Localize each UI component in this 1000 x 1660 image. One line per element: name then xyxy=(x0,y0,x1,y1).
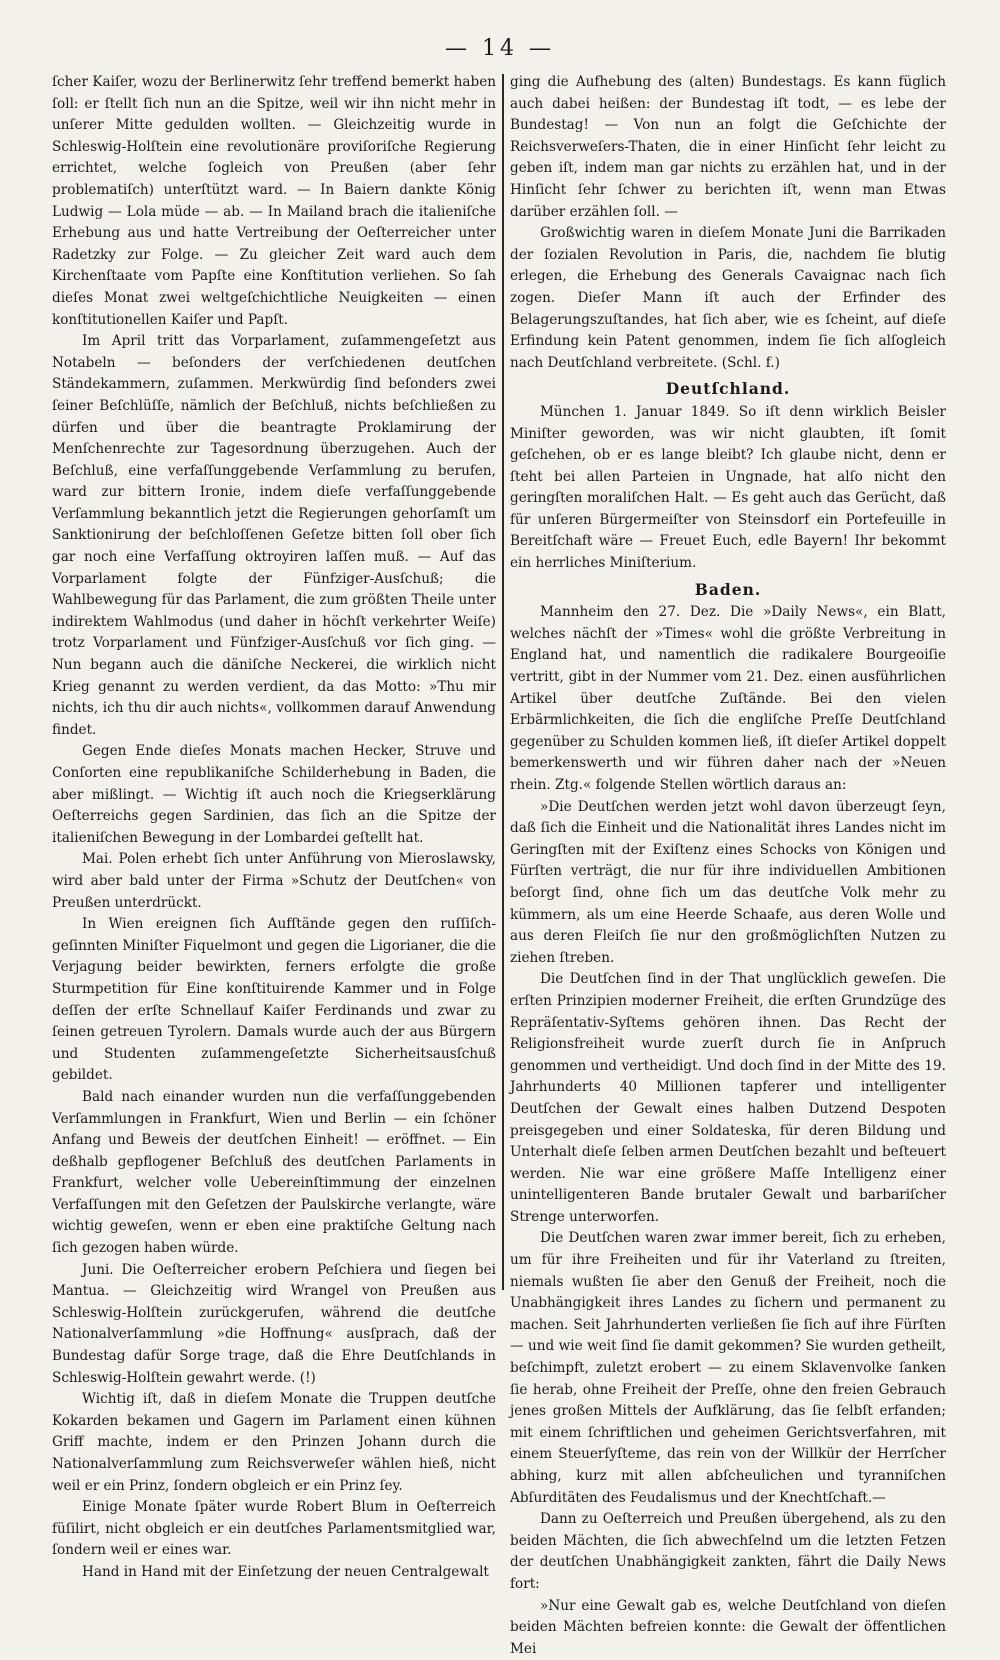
paragraph: Wichtig iſt, daß in dieſem Monate die Truppen deutſche Kokarden bekamen und Gagern im Parlament einen kühnen Griff machte, indem er den Prinzen Johann durch die Nationalverſammlung zum Reichsverweſer wählen hieß, nicht weil er ein Prinz, ſondern obgleich er ein Prinz ſey. xyxy=(52,1391,496,1494)
paragraph: Die Deutſchen waren zwar immer bereit, ſich zu erheben, um für ihre Freiheiten und für ihr Vaterland zu ſtreiten, niemals wußten ſie aber den Genuß der Freiheit, noch die Unabhängigkeit ihres Landes zu ſichern und permanent zu machen. Seit Jahrhunderten verließen ſie ſich auf ihre Fürſten — und wie weit ſind ſie damit gekommen? Sie wurden getheilt, beſchimpft, zuletzt erobert — zu einem Sklavenvolke ſanken ſie herab, ohne Freiheit der Preſſe, ohne den freien Gebrauch jenes großen Mittels der Aufklärung, das ſie ſelbſt erfanden; mit einem ſchriftlichen und geheimen Gerichtsverfahren, mit einem Steuerſyſteme, das rein von der Willkür der Herrſcher abhing, kurz mit allen abſcheulichen und tyranniſchen Abſurditäten des Feudalismus und der Knechtſchaft.— xyxy=(510,1230,946,1506)
paragraph: In Wien ereignen ſich Aufſtände gegen den ruſſiſch-geſinnten Miniſter Fiquelmont und gegen die Ligorianer, die die Verjagung beider bewirkten, ferners erfolgte die große Sturmpetition für Eine konſtituirende Kammer und in Folge deſſen der erſte Schnellauf Kaiſer Ferdinands und zwar zu ſeinen getreuen Tyrolern. Damals wurde auch der aus Bürgern und Studenten zuſammengeſetzte Sicherheitsausſchuß gebildet. xyxy=(52,916,496,1084)
paragraph: Hand in Hand mit der Einſetzung der neuen Centralgewalt xyxy=(82,1563,489,1580)
paragraph: Die Deutſchen ſind in der That unglücklich geweſen. Die erſten Prinzipien moderner Freiheit, die erſten Grundzüge des Repräſentativ-Syſtems gehören ihnen. Das Recht der Religionsfreiheit wurde zuerſt durch ſie in Anſpruch genommen und vertheidigt. Und doch ſind in der Mitte des 19. Jahrhunderts 40 Millionen tapferer und intelligenter Deutſchen der Gewalt eines halben Dutzend Despoten preisgegeben und einer Soldateska, für deren Bildung und Unterhalt dieſe ſelben armen Deutſchen bezahlt und beſteuert werden. Nie war eine größere Maſſe Intelligenz einer unintelligenteren Bande brutaler Gewalt und barbariſcher Strenge unterworfen. xyxy=(510,971,946,1225)
paragraph: Mannheim den 27. Dez. Die »Daily News«, ein Blatt, welches nächſt der »Times« wohl die größte Verbreitung in England hat, und namentlich die radikalere Bourgeoiſie vertritt, gibt in der Nummer vom 21. Dez. einen ausführlichen Artikel über deutſche Zuſtände. Bei den vielen Erbärmlichkeiten, die ſich die engliſche Preſſe Deutſchland gegenüber zu Schulden kommen ließ, iſt dieſer Artikel doppelt bemerkenswerth und wir führen daher nach der »Neuen rhein. Ztg.« folgende Stellen wörtlich daraus an: xyxy=(510,604,946,793)
column-divider xyxy=(502,74,504,1290)
right-column xyxy=(510,72,946,1660)
paragraph: Juni. Die Oeſterreicher erobern Peſchiera und ſiegen bei Mantua. — Gleichzeitig wird Wrangel von Preußen aus Schleswig-Holſtein zurückgerufen, während die deutſche Nationalverſammlung »die Hoffnung« ausſprach, daß der Bundestag dafür Sorge trage, daß die Ehre Deutſchlands in Schleswig-Holſtein gewahrt werde. (!) xyxy=(52,1261,496,1386)
left-column xyxy=(52,72,496,1584)
paragraph: Großwichtig waren in dieſem Monate Juni die Barrikaden der ſozialen Revolution in Paris, die, nachdem ſie blutig erlegen, die Erhebung des Generals Cavaignac nach ſich zogen. Dieſer Mann iſt auch der Erfinder des Belagerungszuſtandes, hat ſich aber, wie es ſcheint, auf dieſe Erfindung kein Patent genommen, indem ſie ſich alſogleich nach Deutſchland verbreitete. (Schl. f.) xyxy=(510,225,946,371)
paragraph: Im April tritt das Vorparlament, zuſammengeſetzt aus Notabeln — beſonders der verſchiedenen deutſchen Ständekammern, zuſammen. Merkwürdig ſind beſonders zwei ſeiner Beſchlüſſe, nämlich der Beſchluß, nichts beſchließen zu dürfen und über die beantragte Proklamirung der Menſchenrechte zur Tagesordnung überzugehen. Auch der Beſchluß, eine verfaſſunggebende Verſammlung zu berufen, ward zur bittern Ironie, indem dieſe verfaſſunggebende Verſammlung bekanntlich jetzt die Regierungen gehorſamſt um Sanktionirung der beſchloſſenen Geſetze bitten ſoll ober ſich gar noch eine Verfaſſung oktroyiren laſſen muß. — Auf das Vorparlament folgte der Fünfziger-Ausſchuß; die Wahlbewegung für das Parlament, die zum größten Theile unter indirektem Wahlmodus (und daher in höchſt verkehrter Weiſe) trotz Vorparlament und Fünfziger-Ausſchuß vor ſich ging. — Nun begann auch die däniſche Neckerei, die wirklich nicht Krieg genannt zu werden verdient, da das Motto: »Thu mir nichts, ich thu dir auch nichts«, vollkommen darauf Anwendung findet. xyxy=(52,333,496,738)
right-column-deutschland xyxy=(510,402,946,575)
paragraph: Bald nach einander wurden nun die verfaſſunggebenden Verſammlungen in Frankfurt, Wien und Berlin — ein ſchöner Anfang und Beweis der deutſchen Einheit! — eröffnet. — Ein deßhalb gepflogener Beſchluß des deutſchen Parlaments in Frankfurt, welcher volle Uebereinſtimmung der einzelnen Verfaſſungen mit den Geſetzen der Paulskirche verlangte, wäre wichtig geweſen, wenn er eben eine praktiſche Geltung nach ſich gezogen haben würde. xyxy=(52,1088,496,1257)
paragraph: »Die Deutſchen werden jetzt wohl davon überzeugt ſeyn, daß ſich die Einheit und die Nationalität ihres Landes nicht im Geringſten mit der Exiſtenz eines Schocks von Königen und Fürſten verträgt, die nur für ihre individuellen Ambitionen beſorgt ſind, ohne ſich um das deutſche Volk mehr zu kümmern, als um eine Heerde Schaafe, aus deren Wolle und aus deren Fleiſch ſie nur den großmöglichſten Nutzen zu ziehen ſtreben. xyxy=(510,798,946,966)
paragraph: München 1. Januar 1849. So iſt denn wirklich Beisler Miniſter geworden, was wir nicht glaubten, iſt ſomit geſchehen, ob er es lange bleibt? Ich glaube nicht, denn er ſteht bei allen Parteien in Ungnade, hat alſo nicht den geringſten moraliſchen Halt. — Es geht auch das Gerücht, daß für unſeren Bürgermeiſter von Steinsdorf ein Portefeuille in Bereitſchaft wäre — Freuet Euch, edle Bayern! Ihr bekommt ein herrliches Miniſterium. xyxy=(510,403,946,572)
paragraph: Einige Monate ſpäter wurde Robert Blum in Oeſterreich füſilirt, nicht obgleich er ein deutſches Parlamentsmitglied war, ſondern weil er eines war. xyxy=(52,1499,496,1559)
paragraph: »Nur eine Gewalt gab es, welche Deutſchland von dieſen beiden Mächten befreien konnte: die Gewalt der öffentlichen Mei xyxy=(510,1597,946,1657)
section-heading-deutschland: Deutſchland. xyxy=(665,379,791,399)
paragraph: ſcher Kaiſer, wozu der Berlinerwitz ſehr treffend bemerkt haben ſoll: er ſtellt ſich nun an die Spitze, weil wir ihn nicht mehr in unſerer Mitte gedulden wollten. — Gleichzeitig wurde in Schleswig-Holſtein eine revolutionäre proviſoriſche Regierung errichtet, welche ſogleich von Preußen (aber ſehr problematiſch) unterſtützt ward. — In Baiern dankte König Ludwig — Lola müde — ab. — In Mailand brach die italieniſche Erhebung aus und hatte Vertreibung der Oeſterreicher unter Radetzky zur Folge. — Zu gleicher Zeit ward auch dem Kirchenſtaate vom Papſte eine Konſtitution verliehen. So ſah dieſes Monat zwei weltgeſchichtliche Neuigkeiten — einen konſtitutionellen Kaiſer und Papſt. xyxy=(52,74,496,328)
paragraph: ging die Aufhebung des (alten) Bundestags. Es kann füglich auch dabei heißen: der Bundestag iſt todt, — es lebe der Bundestag! — Von nun an folgt die Geſchichte der Reichsverweſers-Thaten, die in einer Hinſicht ſehr leicht zu geben iſt, indem man gar nichts zu erzählen hat, und in der Hinſicht ſehr ſchwer zu berichten iſt, wenn man Etwas darüber erzählen ſoll. — xyxy=(510,74,946,220)
section-heading-baden: Baden. xyxy=(694,579,762,599)
right-column-baden xyxy=(510,602,946,1660)
right-column-intro xyxy=(510,72,946,374)
paragraph: Mai. Polen erhebt ſich unter Anführung von Mieroslawsky, wird aber bald unter der Firma »Schutz der Deutſchen« von Preußen unterdrückt. xyxy=(52,851,496,911)
paragraph: Gegen Ende dieſes Monats machen Hecker, Struve und Conſorten eine republikaniſche Schilderhebung in Baden, die aber mißlingt. — Wichtig iſt auch noch die Kriegserklärung Oeſterreichs gegen Sardinien, das ſich an die Spitze der italieniſchen Bewegung in der Lombardei geſtellt hat. xyxy=(52,743,496,846)
paragraph: Dann zu Oeſterreich und Preußen übergehend, als zu den beiden Mächten, die ſich abwechſelnd um die letzten Fetzen der deutſchen Unabhängigkeit zankten, fährt die Daily News fort: xyxy=(510,1511,946,1592)
page-number: — 14 — xyxy=(445,36,555,61)
